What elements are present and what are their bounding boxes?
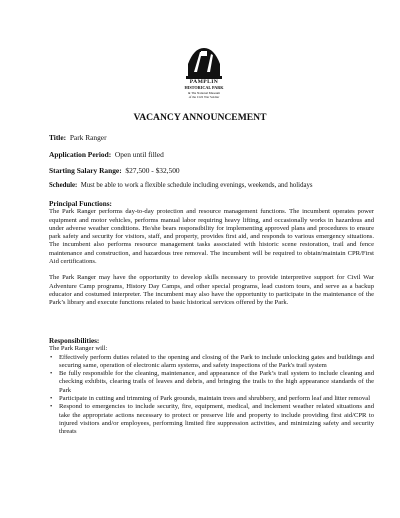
bullet-icon: • xyxy=(50,395,53,403)
field-value: Park Ranger xyxy=(69,133,107,142)
bullet-icon: • xyxy=(50,370,53,378)
field-label: Application Period: xyxy=(49,150,112,159)
list-item-text: Respond to emergencies to include security, fire, equipment, medical, and inclement weather related situations and take the appropriate actions necessary to protect or preserve life and property to include providing first aid/CPR to injured visitors and/or employees, performing limited fire suppression activities, and minimizing safety and security threats xyxy=(59,403,374,436)
logo-tagline-1: & The National Museum xyxy=(188,91,220,95)
list-item-text: Be fully responsible for the cleaning, maintenance, and appearance of the Park’s trail system to include cleaning and checking exhibits, clearing trails of leaves and debris, and bringing the trails to the high appearance standards of the Park xyxy=(59,370,374,394)
principal-functions-paragraph-1: The Park Ranger performs day-to-day protection and resource management functions. The incumbent operates power equipment and motor vehicles, performs manual labor requiring heavy lifting, and occasionally works in hazardous and under adverse weather conditions. He/she bears responsibility for implementing approved plans and procedures to ensure park safety and security for visitors, staff, and property, provides first aid, and responds to various emergency situations. The incumbent also performs resource management tasks associated with historic scene restoration, trail and fence maintenance and construction, and hazardous tree removal. The incumbent will be required to obtain/maintain CPR/First Aid certifications. xyxy=(49,208,374,266)
field-label: Schedule: xyxy=(49,182,78,189)
bullet-icon: • xyxy=(50,353,53,361)
park-logo xyxy=(180,42,228,108)
responsibilities-section xyxy=(49,337,374,437)
field-value: $27,500 - $32,500 xyxy=(125,166,180,175)
document-title: VACANCY ANNOUNCEMENT xyxy=(133,112,267,123)
field-label: Starting Salary Range: xyxy=(49,166,122,175)
list-item xyxy=(49,395,374,403)
logo-name-line1: PAMPLIN xyxy=(189,79,219,85)
field-schedule xyxy=(49,182,313,189)
field-value: Open until filled xyxy=(114,150,164,159)
bullet-icon: • xyxy=(50,403,53,411)
field-title xyxy=(49,133,107,142)
logo-tagline-2: of the Civil War Soldier xyxy=(188,95,220,99)
principal-functions-paragraph-2: The Park Ranger may have the opportunity to develop skills necessary to provide interpretive support for Civil War Adventure Camp programs, History Day Camps, and other special programs, lead custom tours, and serve as a backup educator and costumed interpreter. The incumbent may also have the opportunity to participate in the maintenance of the Park’s library and execute functions related to basic historical services offered by the Park. xyxy=(49,274,374,307)
responsibilities-intro: The Park Ranger will: xyxy=(49,345,108,353)
responsibilities-heading: Responsibilities: xyxy=(49,337,100,345)
field-application-period xyxy=(49,150,164,159)
list-item xyxy=(49,403,374,436)
list-item xyxy=(49,354,374,371)
field-salary-range xyxy=(49,166,180,175)
field-value: Must be able to work a flexible schedule including evenings, weekends, and holidays xyxy=(80,182,313,189)
list-item-text: Participate in cutting and trimming of Park grounds, maintain trees and shrubbery, and perform leaf and litter removal xyxy=(59,395,371,403)
list-item-text: Effectively perform duties related to the opening and closing of the Park to include unlocking gates and buildings and securing same, operation of electronic alarm systems, and safety inspections of the Park's trail system xyxy=(59,353,374,369)
principal-functions-section xyxy=(49,200,374,308)
logo-name-line2: HISTORICAL PARK xyxy=(184,85,224,90)
principal-functions-heading: Principal Functions: xyxy=(49,200,112,208)
soldier-silhouette-icon xyxy=(180,42,228,80)
field-label: Title: xyxy=(49,133,67,142)
list-item xyxy=(49,370,374,395)
responsibilities-list xyxy=(49,354,374,437)
